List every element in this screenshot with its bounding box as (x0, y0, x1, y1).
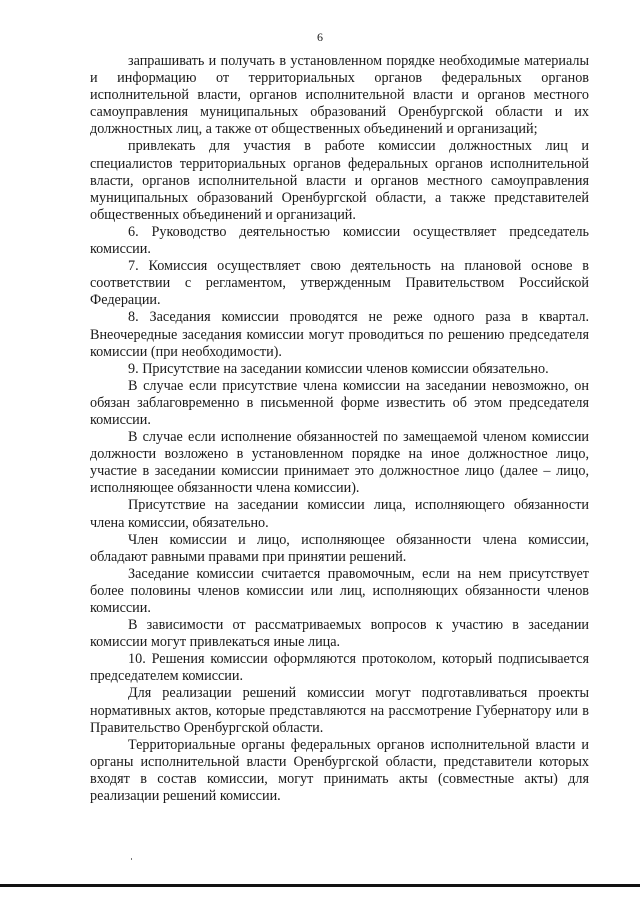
paragraph-equal-rights: Член комиссии и лицо, исполняющее обязанности члена комиссии, обладают равными правами при принятии решений. (90, 531, 589, 565)
scan-speck (131, 858, 132, 860)
paragraph-item-8: 8. Заседания комиссии проводятся не реже одного раза в квартал. Внеочередные заседания комиссии могут проводиться по решению председателя комиссии (при необходимости). (90, 309, 589, 360)
document-body (90, 53, 589, 805)
paragraph-acting-attendance: Присутствие на заседании комиссии лица, исполняющего обязанности члена комиссии, обязательно. (90, 497, 589, 531)
paragraph-item-9: 9. Присутствие на заседании комиссии членов комиссии обязательно. (128, 360, 549, 377)
bottom-rule (0, 884, 640, 887)
paragraph-acting-member: В случае если исполнение обязанностей по замещаемой членом комиссии должности возложено в установленном порядке на иное должностное лицо, участие в заседании комиссии принимает это должностное лицо (далее – лицо, исполняющее обязанности члена комиссии). (90, 429, 589, 497)
page-number: 6 (317, 30, 323, 44)
paragraph-request-materials: запрашивать и получать в установленном порядке необходимые материалы и информацию от территориальных органов федеральных органов исполнительной власти, органов исполнительной власти и органов местного самоуправления муниципальных образований Оренбургской области и их должностных лиц, а также от общественных объединений и организаций; (90, 53, 589, 138)
paragraph-item-7: 7. Комиссия осуществляет свою деятельность на плановой основе в соответствии с регламентом, утвержденным Правительством Российской Федерации. (90, 258, 589, 309)
paragraph-involve-officials: привлекать для участия в работе комиссии должностных лиц и специалистов территориальных органов федеральных органов исполнительной власти, органов исполнительной власти и органов местного самоуправления муниципальных образований Оренбургской области, а также представителей общественных объединений и организаций. (90, 138, 589, 223)
paragraph-item-6: 6. Руководство деятельностью комиссии осуществляет председатель комиссии. (90, 223, 589, 258)
paragraph-item-10: 10. Решения комиссии оформляются протоколом, который подписывается председателем комиссии. (90, 651, 589, 685)
paragraph-joint-acts: Территориальные органы федеральных органов исполнительной власти и органы исполнительной власти Оренбургской области, представители которых входят в состав комиссии, могут принимать акты (совместные акты) для реализации решений комиссии. (90, 736, 589, 805)
paragraph-absence-notice: В случае если присутствие члена комиссии на заседании невозможно, он обязан заблаговременно в письменной форме известить об этом председателя комиссии. (90, 377, 589, 428)
paragraph-draft-acts: Для реализации решений комиссии могут подготавливаться проекты нормативных актов, которые представляются на рассмотрение Губернатору или в Правительство Оренбургской области. (90, 685, 589, 736)
paragraph-quorum: Заседание комиссии считается правомочным, если на нем присутствует более половины членов комиссии или лиц, исполняющих обязанности членов комиссии. (90, 565, 589, 616)
paragraph-other-persons: В зависимости от рассматриваемых вопросов к участию в заседании комиссии могут привлекаться иные лица. (90, 617, 589, 651)
